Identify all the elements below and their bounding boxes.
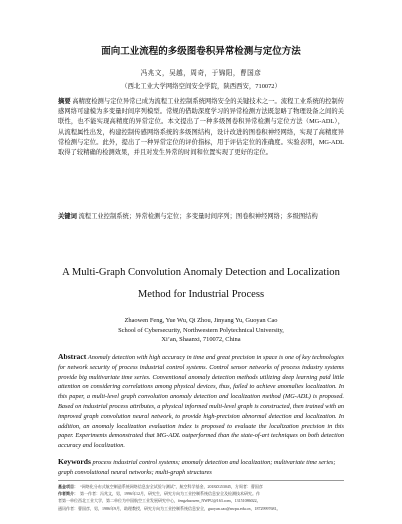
english-abstract (58, 352, 344, 451)
english-title-line-2: Method for Industrial Process (137, 289, 265, 300)
footnote-divider (58, 480, 344, 481)
english-authors: Zhaowen Feng, Yue Wu, Qi Zhou, Jinyang Yu, Guoyan Cao (124, 317, 278, 324)
chinese-keywords-label: 关键词 (58, 213, 77, 220)
english-keywords-label: Keywords (58, 457, 91, 466)
footnote-fund-label: 基金项目： (58, 484, 78, 489)
chinese-keywords-text: 流程工业控制系统；异常检测与定位；多变量时间序列；图卷积神经网络；多级图结构 (78, 213, 318, 220)
english-abstract-label: Abstract (58, 352, 87, 361)
chinese-abstract-text: 高精度检测与定位异常已成为流程工业控制系统网络安全的关键技术之一。流程工业系统的控制传感网络可建模为多变量时间序列模型。常规的借助深度学习的异常检测方法既忽略了物理设备之间的关联性，也不能实现高精度的异常定位。本文提出了一种多级图卷积异常检测与定位方法（MG-ADL），从流程属性出发，构建控制传感网络系统的多级图结构，设计改进的图卷积神经网络，实现了高精度异常检测与定位。此外，提出了一种异常定位的评价指标，用于评估定位的准确度。实验表明，MG-ADL 取得了较精确的检测效果，并且对发生异常的时间和位置实现了更好的定位。 (58, 98, 345, 157)
footnote-author-text-1: 第一作者：冯兆文，男，1996年12月，研究生，研究方向为工业控制系统信息安全及检测技术研究。作 (80, 491, 260, 497)
chinese-abstract-label: 摘要 (58, 98, 71, 105)
english-title (0, 262, 402, 306)
english-title-line-1: A Multi-Graph Convolution Anomaly Detection and Localization (62, 267, 340, 278)
english-authors-block (0, 316, 402, 345)
chinese-affiliation: （西北工业大学网络空间安全学院，陕西西安，710072） (121, 83, 281, 90)
english-affiliation-line-2: Xi’an, Shaanxi, 710072, China (161, 336, 241, 344)
footnote-author-1 (58, 490, 344, 497)
chinese-abstract (58, 97, 344, 158)
chinese-keywords (58, 212, 344, 222)
footnote-fund-text: “网络化分布式航空制造系统网络信息安全试验与测试”，航空科学基金，2018ZG53045，方周者：曹国彦 (80, 484, 263, 489)
footnote (58, 483, 344, 512)
english-keywords-text: process industrial control systems; anomaly detection and localization; multivariate time series; graph convolutional neural networks; multi-graph structures (58, 459, 336, 476)
footnote-author-label: 作者简介： (58, 491, 78, 497)
english-abstract-text: Anomaly detection with high accuracy in time and great precision in space is one of key technologies for network security of process industrial control systems. Control sensor networks of process industry systems provide big multivariate time series. Conventional anomaly detection methods utilizing deep learning paid little attention on considering correlations among physical devices, thus, failed to achieve anomalies localization. In this paper, a multi-level graph convolution anomaly detection and localization method (MG-ADL) is proposed. Based on industrial process attributes, a physical informed multi-level graph is constructed, then trained with an improved graph convolution neural network, to provide high-precision abnormal detection and localization. In addition, an anomaly localization evaluation index is proposed to evaluate the localization precision in this paper. Experiments demonstrated that MG-ADL outperformed than the state-of-art techniques on both detection accuracy and localization. (58, 354, 344, 450)
chinese-title: 面向工业流程的多级图卷积异常检测与定位方法 (101, 46, 301, 57)
english-keywords (58, 457, 344, 478)
english-affiliation-line-1: School of Cybersecurity, Northwestern Polytechnical University, (118, 326, 284, 334)
footnote-fund (58, 483, 344, 490)
chinese-authors: 冯兆文，吴越，周奇，于锦阳，曹国彦 (140, 70, 262, 77)
footnote-author-2: 者第一单位西北工业大学，第二单位为中国航空工业发展研究中心，fengzhaowen_NWPU@163.com，13151086022。 (58, 498, 261, 504)
footnote-author-3: 通讯作者：曹国彦，男，1986年9月，助理教授，研究方向为工业控制系统信息安全，guoyan.cao@nwpu.edu.cn，18729997681。 (58, 505, 281, 511)
